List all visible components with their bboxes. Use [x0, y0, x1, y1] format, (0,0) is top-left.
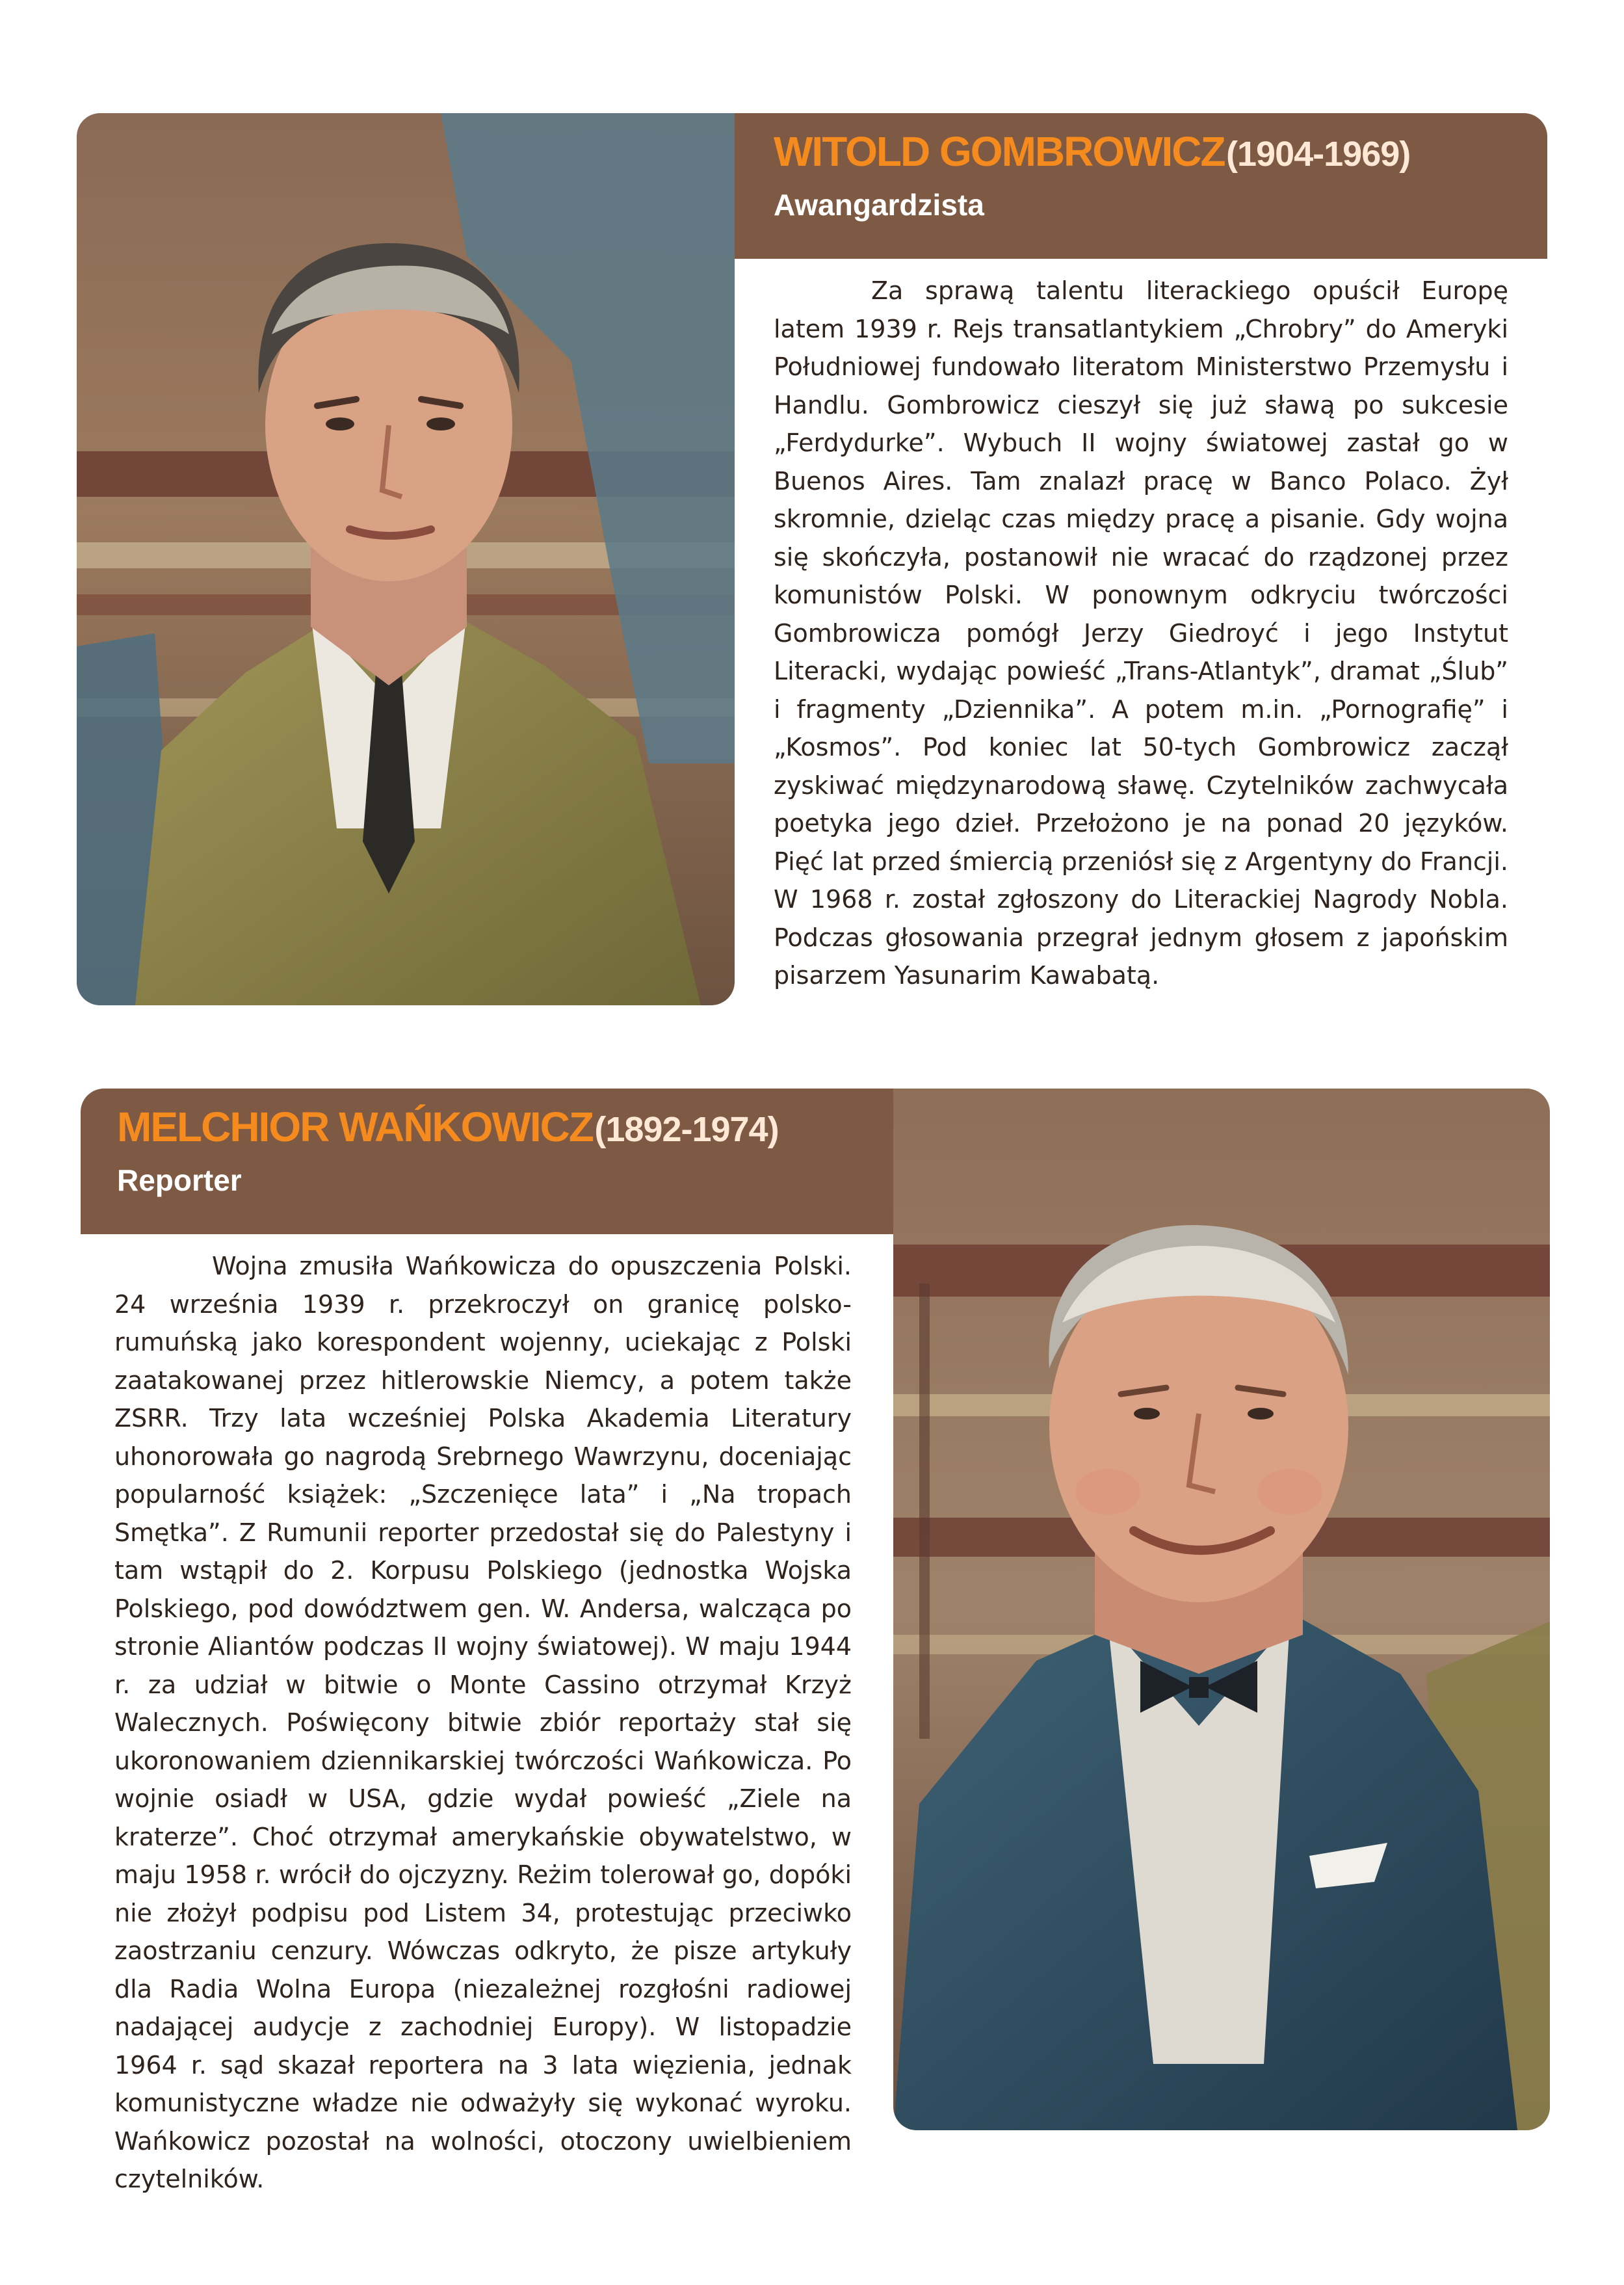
- portrait-illustration-gombrowicz: [77, 113, 735, 1005]
- article-body: [774, 272, 1508, 995]
- person-years: (1904-1969): [1226, 135, 1411, 174]
- article-header: [735, 113, 1547, 259]
- article-body: [114, 1247, 852, 2199]
- person-years: (1892-1974): [594, 1110, 779, 1149]
- article-paragraph: Wojna zmusiła Wańkowicza do opuszczenia Polski. 24 września 1939 r. przekroczył on granicę polsko-rumuńską jako korespondent wojenny, uciekając z Polski zaatakowanej przez hitlerowskie Niemcy, a potem także ZSRR. Trzy lata wcześniej Polska Akademia Literatury uhonorowała go nagrodą Srebrnego Wawrzynu, doceniając popularność książek: „Szczenięce lata” i „Na tropach Smętka”. Z Rumunii reporter przedostał się do Palestyny i tam wstąpił do 2. Korpusu Polskiego (jednostka Wojska Polskiego, pod dowództwem gen. W. Andersa, walcząca po stronie Aliantów podczas II wojny światowej). W maju 1944 r. za udział w bitwie o Monte Cassino otrzymał Krzyż Walecznych. Poświęcony bitwie zbiór reportaży stał się ukoronowaniem dziennikarskiej twórczości Wańkowicza. Po wojnie osiadł w USA, gdzie wydał powieść „Ziele na kraterze”. Choć otrzymał amerykańskie obywatelstwo, w maju 1958 r. wrócił do ojczyzny. Reżim tolerował go, dopóki nie złożył podpisu pod Listem 34, protestując przeciwko zaostrzaniu cenzury. Wówczas odkryto, że pisze artykuły dla Radia Wolna Europa (niezależnej rozgłośni radiowej nadającej audycje z zachodniej Europy). W listopadzie 1964 r. sąd skazał reportera na 3 lata więzienia, jednak komunistyczne władze nie odważyły się wykonać wyroku. Wańkowicz pozostał na wolności, otoczony uwielbieniem czytelników.: [114, 1252, 852, 2193]
- article-header: [81, 1089, 893, 1234]
- person-name: WITOLD GOMBROWICZ: [774, 128, 1225, 175]
- person-role: Reporter: [117, 1163, 242, 1197]
- person-role: Awangardzista: [774, 188, 984, 222]
- article-title: [774, 127, 1547, 176]
- portrait-illustration-wankowicz: [893, 1089, 1550, 2130]
- person-name: MELCHIOR WAŃKOWICZ: [117, 1103, 593, 1150]
- article-title: [117, 1103, 893, 1151]
- article-paragraph: Za sprawą talentu literackiego opuścił Europę latem 1939 r. Rejs transatlantykiem „Chrobry” do Ameryki Południowej fundowało literatom Ministerstwo Przemysłu i Handlu. Gombrowicz cieszył się już sławą po sukcesie „Ferdydurke”. Wybuch II wojny światowej zastał go w Buenos Aires. Tam znalazł pracę w Banco Polaco. Żył skromnie, dzieląc czas między pracę a pisanie. Gdy wojna się skończyła, postanowił nie wracać do rządzonej przez komunistów Polski. W ponownym odkryciu twórczości Gombrowicza pomógł Jerzy Giedroyć i jego Instytut Literacki, wydając powieść „Trans-Atlantyk”, dramat „Ślub” i fragmenty „Dziennika”. A potem m.in. „Pornografię” i „Kosmos”. Pod koniec lat 50-tych Gombrowicz zaczął zyskiwać międzynarodową sławę. Czytelników zachwycała poetyka jego dzieł. Przełożono je na ponad 20 języków. Pięć lat przed śmiercią przeniósł się z Argentyny do Francji. W 1968 r. został zgłoszony do Literackiej Nagrody Nobla. Podczas głosowania przegrał jednym głosem z japońskim pisarzem Yasunarim Kawabatą.: [774, 276, 1508, 990]
